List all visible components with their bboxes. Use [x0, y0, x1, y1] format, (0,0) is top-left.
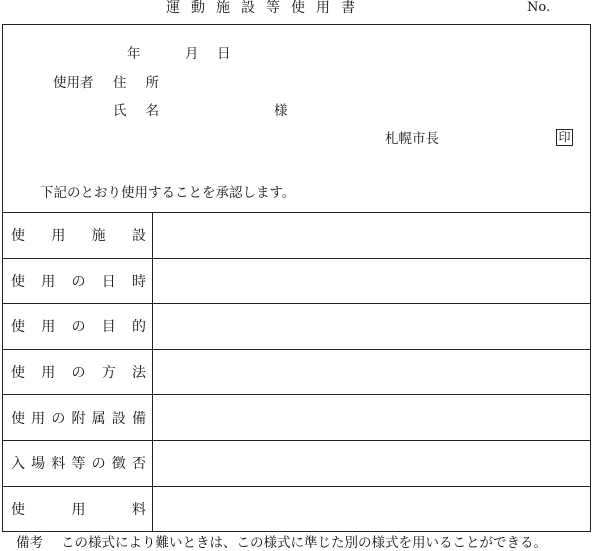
remarks — [16, 535, 547, 551]
label-char: 設 — [111, 410, 126, 427]
mayor-label: 札幌市長 — [385, 131, 439, 147]
date-day-label: 日 — [217, 46, 231, 62]
form-title: 運動施設等使用書 — [166, 0, 366, 16]
table-row — [3, 395, 590, 441]
table-row — [3, 259, 590, 305]
table-row — [3, 213, 590, 259]
date-month-label: 月 — [185, 46, 199, 62]
label-char: 場 — [31, 456, 46, 473]
label-char: 備 — [131, 410, 146, 427]
row-value-field[interactable] — [155, 350, 590, 395]
label-char: 所 — [145, 75, 159, 91]
label-char: 使 — [11, 502, 25, 519]
table-row — [3, 487, 590, 533]
row-divider — [152, 487, 153, 533]
label-char: 用 — [51, 228, 66, 245]
form-header-area — [3, 25, 590, 213]
label-char: 用 — [31, 410, 46, 427]
remarks-text: この様式により難いときは、この様式に準じた別の様式を用いることができる。 — [61, 535, 547, 551]
label-char: 属 — [91, 410, 106, 427]
label-char: 氏 — [113, 103, 127, 119]
row-divider — [152, 213, 153, 258]
label-char: 方 — [101, 365, 116, 382]
label-char: の — [51, 410, 66, 427]
name-label — [113, 103, 159, 119]
form-box — [2, 24, 591, 532]
label-char: の — [71, 273, 86, 290]
label-char: 入 — [11, 456, 25, 473]
row-divider — [152, 350, 153, 395]
date-year-label: 年 — [127, 46, 141, 62]
label-char: 目 — [101, 319, 116, 336]
row-value-field[interactable] — [155, 304, 590, 349]
row-value-field[interactable] — [155, 441, 590, 486]
user-label: 使用者 — [53, 75, 94, 91]
table-row — [3, 441, 590, 487]
label-char: 的 — [132, 319, 146, 336]
honorific-label: 様 — [274, 103, 288, 119]
label-char: 用 — [41, 273, 56, 290]
label-char: 使 — [11, 319, 25, 336]
label-char: 料 — [132, 502, 146, 519]
row-divider — [152, 304, 153, 349]
row-value-field[interactable] — [155, 259, 590, 304]
label-char: 設 — [131, 228, 146, 245]
row-divider — [152, 441, 153, 486]
label-char: 住 — [113, 75, 127, 91]
label-char: 施 — [91, 228, 106, 245]
approval-text: 下記のとおり使用することを承認します。 — [40, 185, 296, 201]
label-char: 時 — [132, 273, 146, 290]
row-value-field[interactable] — [155, 395, 590, 440]
label-char: 用 — [41, 319, 56, 336]
row-divider — [152, 395, 153, 440]
label-char: 用 — [71, 502, 86, 519]
label-char: 等 — [71, 456, 86, 473]
row-label — [11, 259, 146, 304]
row-value-field[interactable] — [155, 487, 590, 533]
label-char: 使 — [11, 410, 25, 427]
table-row — [3, 304, 590, 350]
seal-stamp-box: 印 — [556, 129, 573, 146]
row-label — [11, 213, 146, 258]
label-char: 使 — [11, 365, 25, 382]
remarks-label: 備考 — [16, 535, 43, 551]
address-label — [113, 75, 159, 91]
row-label — [11, 395, 146, 440]
table-row — [3, 350, 590, 396]
row-label — [11, 441, 146, 486]
label-char: 徴 — [111, 456, 126, 473]
label-char: の — [71, 365, 86, 382]
row-label — [11, 350, 146, 395]
form-rows — [3, 213, 590, 532]
row-value-field[interactable] — [155, 213, 590, 258]
label-char: 使 — [11, 273, 25, 290]
label-char: の — [71, 319, 86, 336]
label-char: 附 — [71, 410, 86, 427]
label-char: の — [91, 456, 106, 473]
label-char: 使 — [11, 228, 25, 245]
row-label — [11, 304, 146, 349]
label-char: 料 — [51, 456, 66, 473]
label-char: 日 — [101, 273, 116, 290]
label-char: 否 — [131, 456, 146, 473]
row-label — [11, 487, 146, 533]
number-label: No. — [527, 0, 551, 15]
label-char: 用 — [41, 365, 56, 382]
row-divider — [152, 259, 153, 304]
label-char: 法 — [132, 365, 146, 382]
label-char: 名 — [145, 103, 159, 119]
